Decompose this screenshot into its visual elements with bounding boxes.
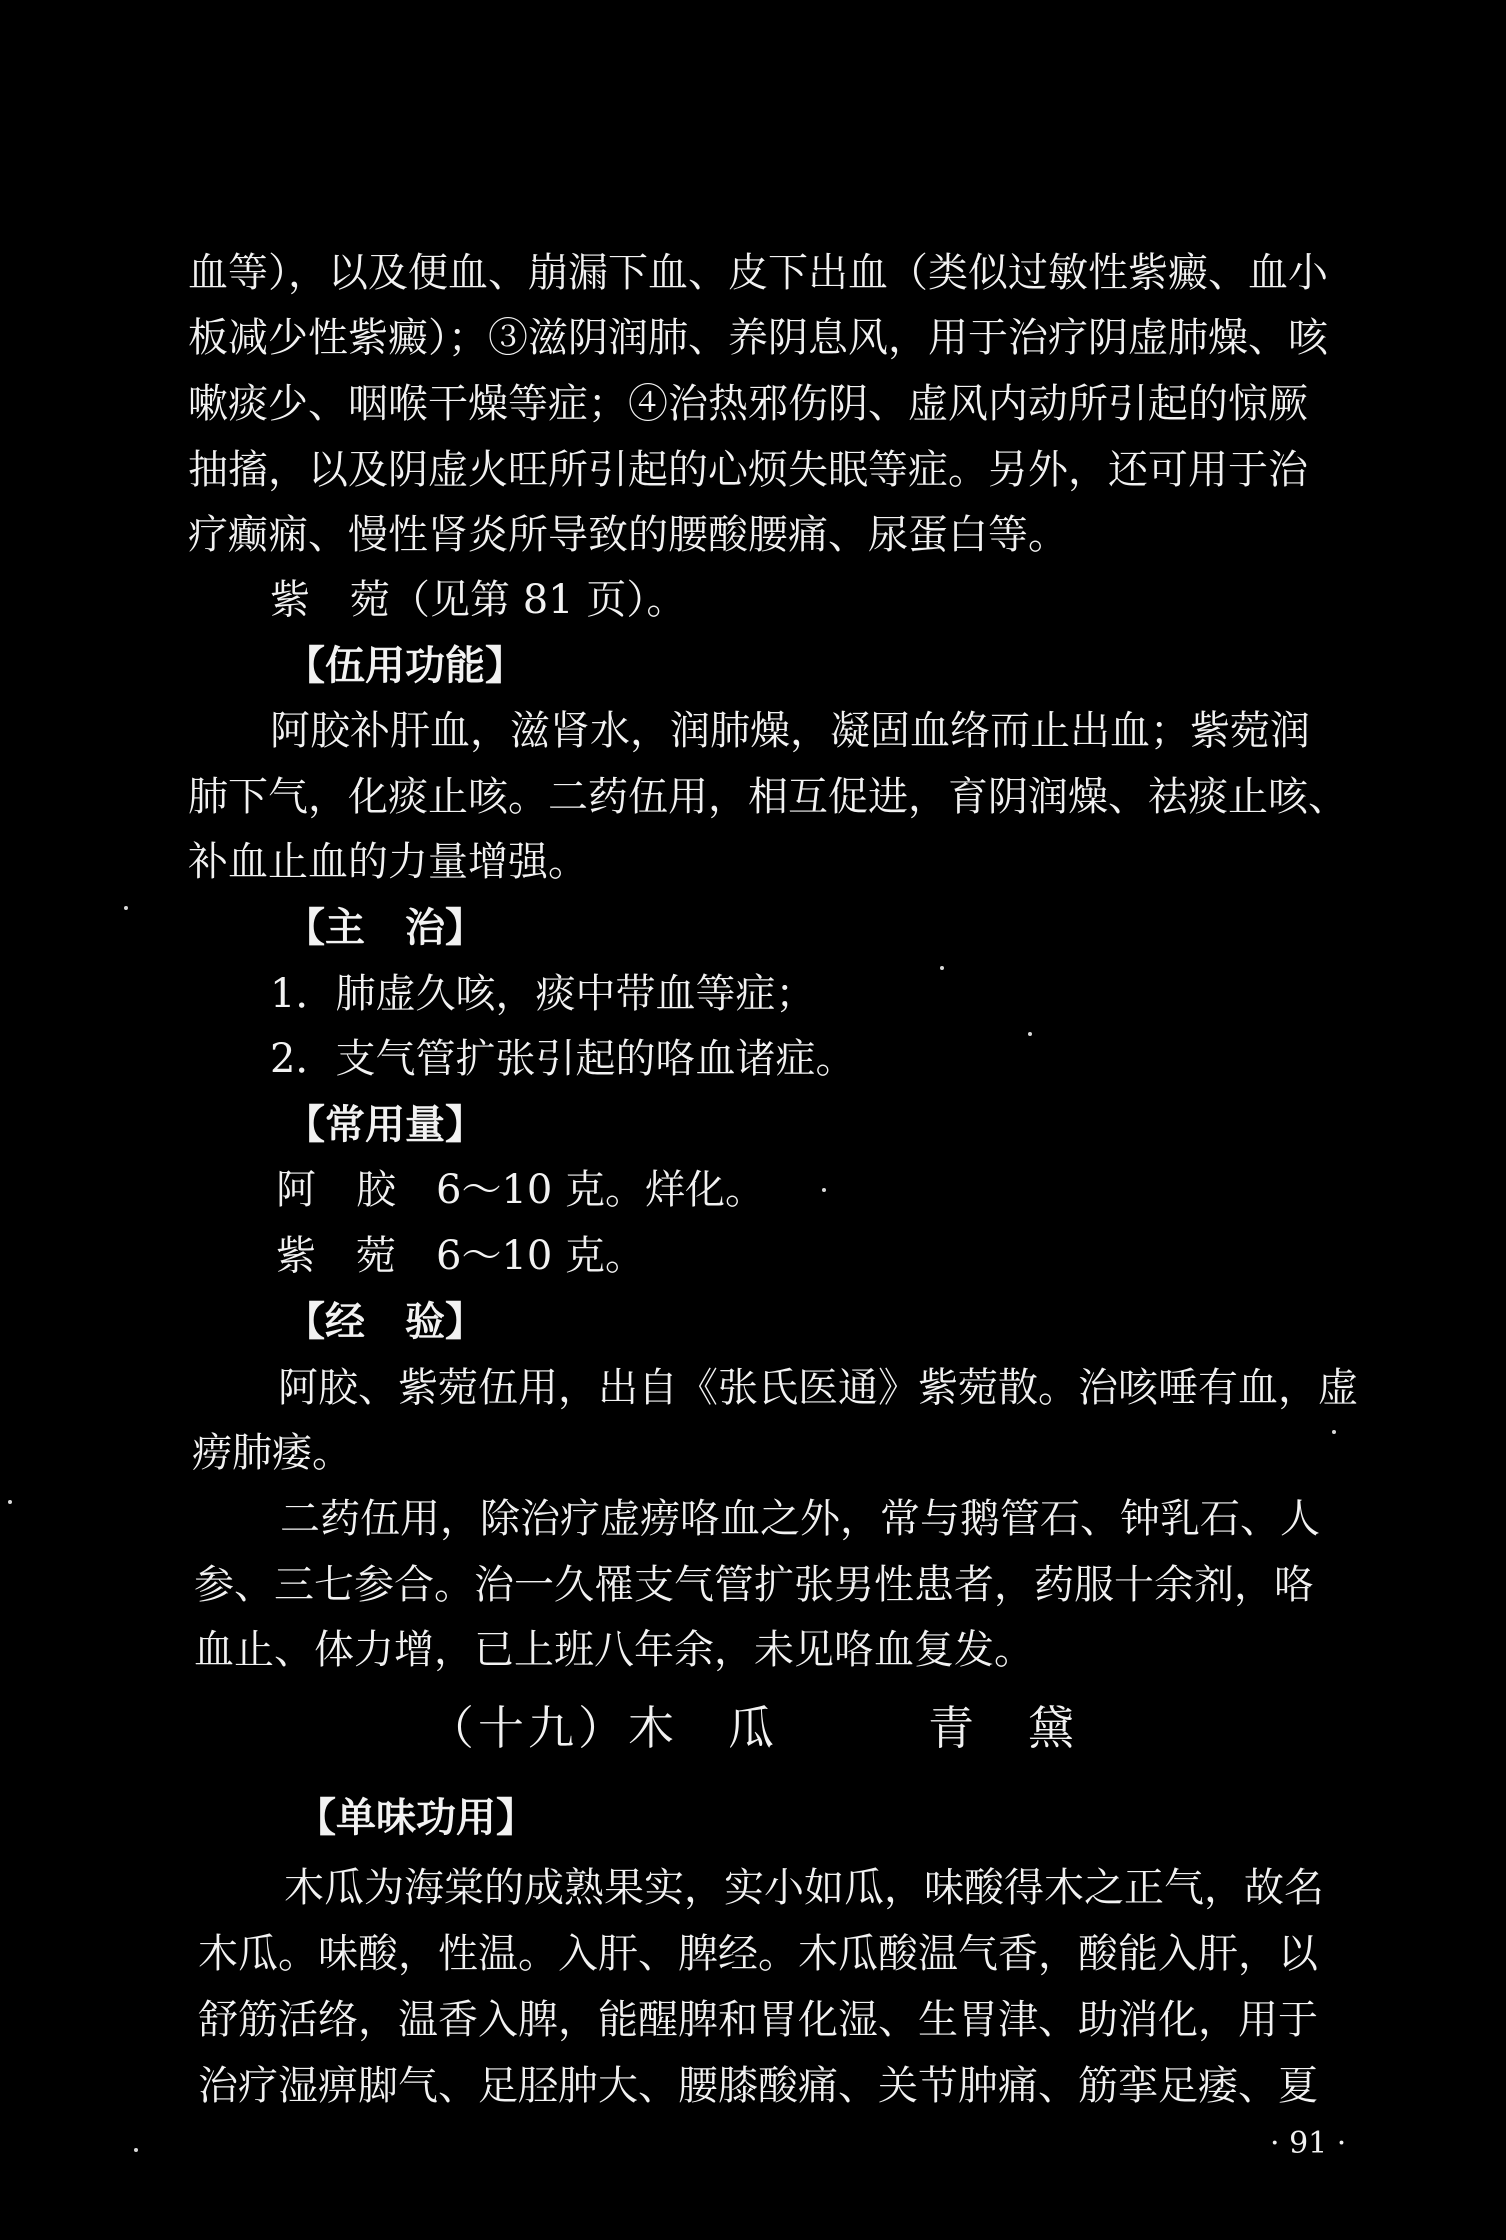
scan-speck: [124, 906, 128, 910]
jingyan-line-5: 血止、体力增，已上班八年余，未见咯血复发。: [194, 1627, 1034, 1673]
jingyan-line-3: 二药伍用，除治疗虚痨咯血之外，常与鹅管石、钟乳石、人: [280, 1496, 1320, 1542]
intro-line-4: 抽搐，以及阴虚火旺所引起的心烦失眠等症。另外，还可用于治: [188, 447, 1308, 493]
scan-speck: [1028, 1032, 1032, 1036]
danwei-line-1: 木瓜为海棠的成熟果实，实小如瓜，味酸得木之正气，故名: [284, 1865, 1324, 1911]
zhuzhi-item-2: 2．支气管扩张引起的咯血诸症。: [270, 1036, 856, 1082]
wuyong-line-2: 肺下气，化痰止咳。二药伍用，相互促进，育阴润燥、祛痰止咳、: [188, 774, 1348, 820]
jingyan-line-1: 阿胶、紫菀伍用，出自《张氏医通》紫菀散。治咳唾有血，虚: [278, 1365, 1358, 1411]
danwei-line-2: 木瓜。味酸，性温。入肝、脾经。木瓜酸温气香，酸能入肝，以: [198, 1931, 1318, 1977]
heading-changyong: 【常用量】: [285, 1102, 485, 1148]
heading-zhuzhi: 【主 治】: [285, 905, 485, 951]
danwei-line-4: 治疗湿痹脚气、足胫肿大、腰膝酸痛、关节肿痛、筋挛足痿、夏: [198, 2063, 1318, 2109]
zhuzhi-item-1: 1．肺虚久咳，痰中带血等症；: [270, 971, 816, 1017]
scan-speck: [822, 1188, 826, 1192]
page-number: · 91 ·: [1270, 2126, 1347, 2161]
ziwan-reference: 紫 菀（见第 81 页）。: [270, 577, 687, 623]
scan-speck: [134, 2148, 138, 2152]
jingyan-line-2: 痨肺痿。: [192, 1430, 352, 1476]
jingyan-line-4: 参、三七参合。治一久罹支气管扩张男性患者，药服十余剂，咯: [194, 1562, 1314, 1608]
heading-jingyan: 【经 验】: [285, 1299, 485, 1345]
heading-danwei: 【单味功用】: [296, 1795, 536, 1841]
wuyong-line-1: 阿胶补肝血，滋肾水，润肺燥，凝固血络而止出血；紫菀润: [270, 708, 1310, 754]
section-title: （十九）木 瓜 青 黛: [428, 1701, 1078, 1755]
dosage-ejiao: 阿 胶 6～10 克。烊化。: [276, 1167, 766, 1213]
intro-line-3: 嗽痰少、咽喉干燥等症；④治热邪伤阴、虚风内动所引起的惊厥: [188, 381, 1308, 427]
danwei-line-3: 舒筋活络，温香入脾，能醒脾和胃化湿、生胃津、助消化，用于: [198, 1997, 1318, 2043]
scan-speck: [8, 1500, 12, 1504]
dosage-ziwan: 紫 菀 6～10 克。: [276, 1233, 646, 1279]
intro-line-1: 血等），以及便血、崩漏下血、皮下出血（类似过敏性紫癜、血小: [188, 250, 1328, 296]
wuyong-line-3: 补血止血的力量增强。: [188, 839, 588, 885]
heading-wuyong: 【伍用功能】: [285, 643, 525, 689]
scan-speck: [1332, 1430, 1336, 1434]
intro-line-2: 板减少性紫癜）；③滋阴润肺、养阴息风，用于治疗阴虚肺燥、咳: [188, 315, 1328, 361]
scan-speck: [940, 966, 944, 970]
intro-line-5: 疗癫痫、慢性肾炎所导致的腰酸腰痛、尿蛋白等。: [188, 512, 1068, 558]
